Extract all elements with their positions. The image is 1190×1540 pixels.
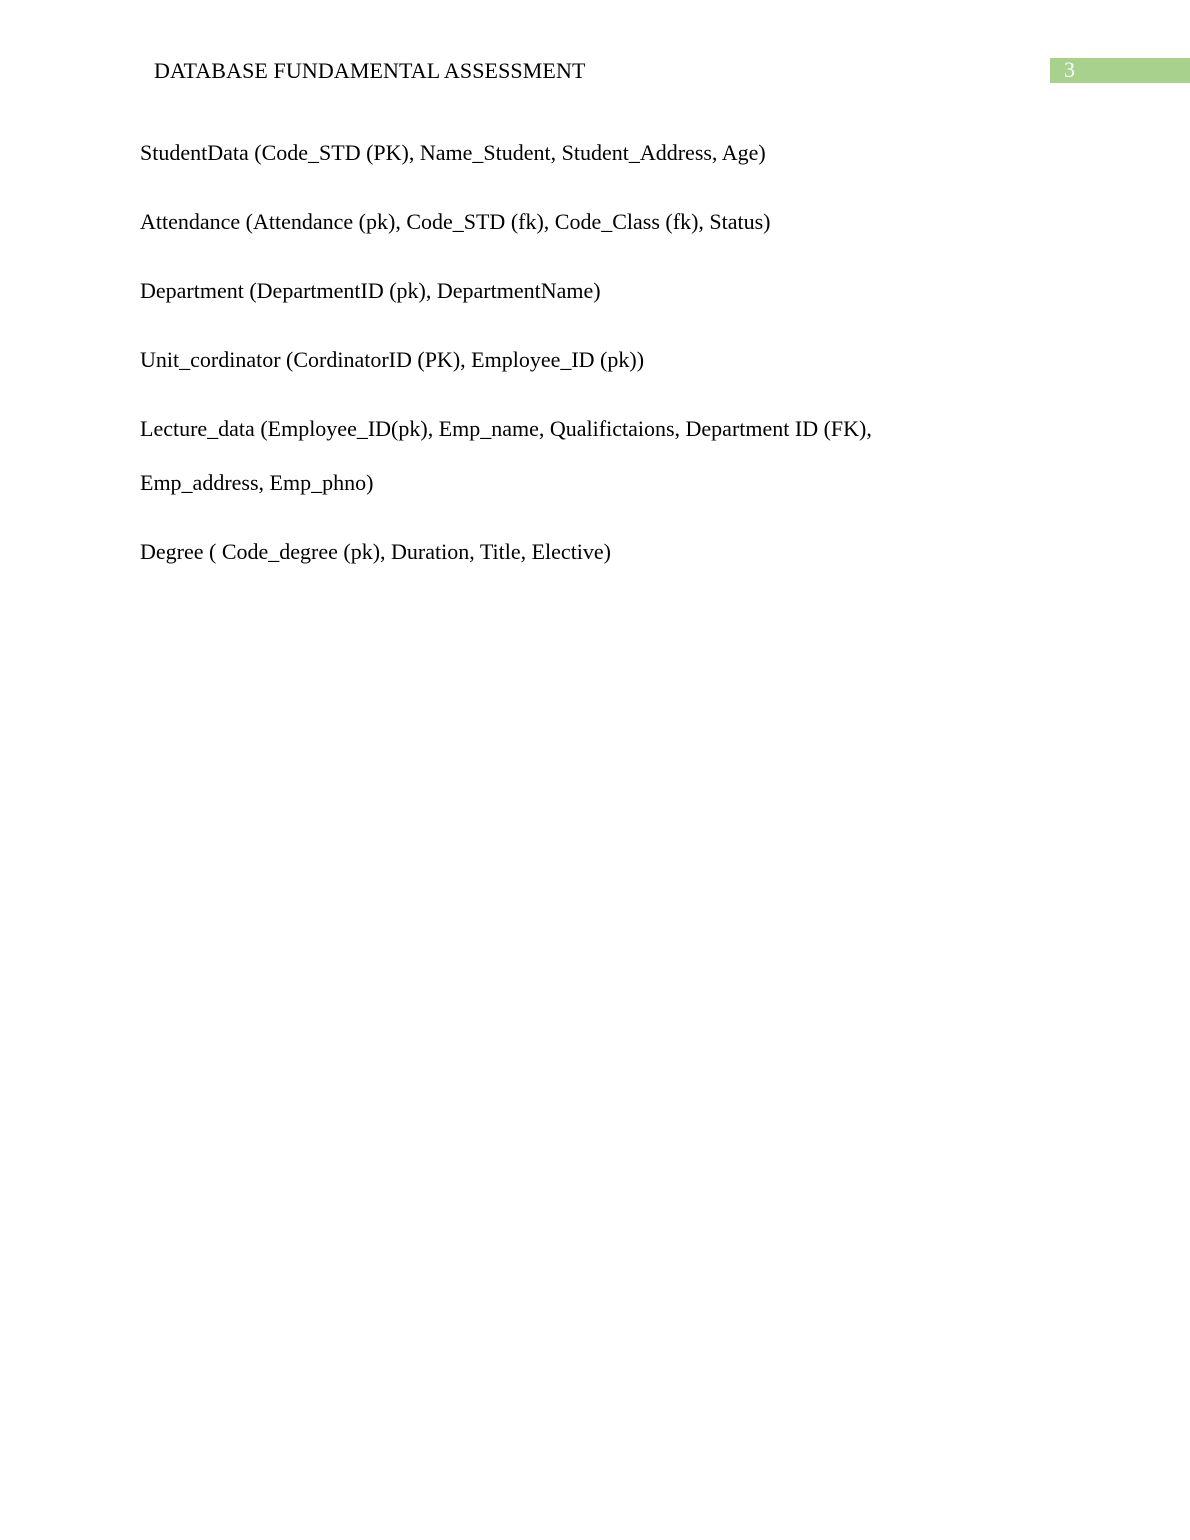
- schema-lecture-data-line-1: Lecture_data (Employee_ID(pk), Emp_name, Qualifictaions, Department ID (FK),: [140, 416, 872, 441]
- schema-lecture-data-line-2: Emp_address, Emp_phno): [140, 470, 374, 495]
- schema-attendance: Attendance (Attendance (pk), Code_STD (fk), Code_Class (fk), Status): [140, 209, 771, 234]
- schema-list: [140, 139, 1000, 607]
- schema-studentdata: StudentData (Code_STD (PK), Name_Student, Student_Address, Age): [140, 140, 766, 165]
- running-header-title: DATABASE FUNDAMENTAL ASSESSMENT: [154, 58, 586, 83]
- page-number: 3: [1064, 57, 1075, 82]
- schema-degree: Degree ( Code_degree (pk), Duration, Title, Elective): [140, 539, 612, 564]
- page-number-badge: [1050, 58, 1190, 83]
- schema-unit-cordinator: Unit_cordinator (CordinatorID (PK), Employee_ID (pk)): [140, 347, 645, 372]
- schema-department: Department (DepartmentID (pk), DepartmentName): [140, 278, 601, 303]
